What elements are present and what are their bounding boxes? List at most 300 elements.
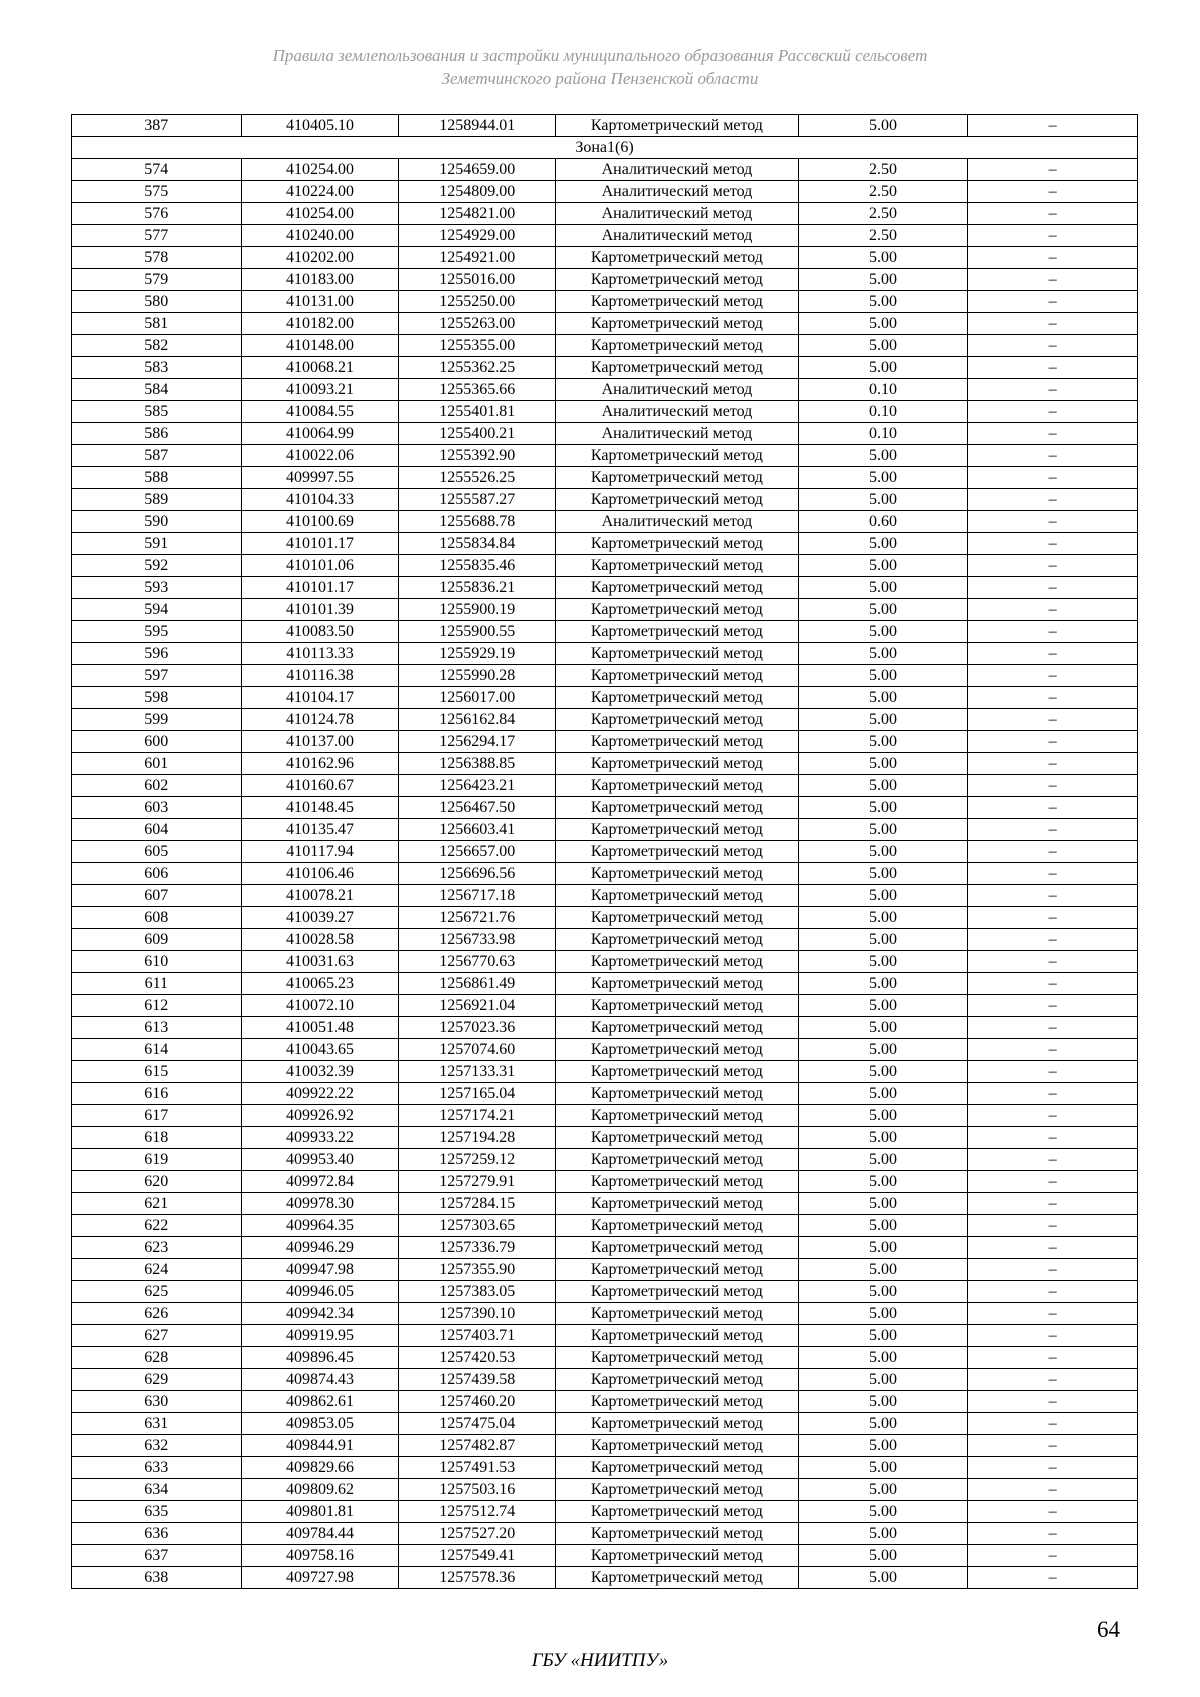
x-coordinate-cell: 410106.46: [241, 863, 399, 885]
x-coordinate-cell: 410084.55: [241, 401, 399, 423]
table-row: [72, 951, 1138, 973]
y-coordinate-cell: 1258944.01: [399, 115, 556, 137]
y-coordinate-cell: 1255016.00: [399, 269, 556, 291]
y-coordinate-cell: 1257403.71: [399, 1325, 556, 1347]
accuracy-cell: 5.00: [798, 1501, 968, 1523]
table-row: [72, 1369, 1138, 1391]
point-number-cell: 630: [72, 1391, 242, 1413]
point-number-cell: 620: [72, 1171, 242, 1193]
y-coordinate-cell: 1257174.21: [399, 1105, 556, 1127]
table-row: [72, 1193, 1138, 1215]
accuracy-cell: 5.00: [798, 1479, 968, 1501]
x-coordinate-cell: 409947.98: [241, 1259, 399, 1281]
note-cell: –: [968, 313, 1138, 335]
y-coordinate-cell: 1256388.85: [399, 753, 556, 775]
x-coordinate-cell: 410065.23: [241, 973, 399, 995]
accuracy-cell: 5.00: [798, 1215, 968, 1237]
table-row: [72, 1479, 1138, 1501]
table-row: [72, 665, 1138, 687]
y-coordinate-cell: 1257259.12: [399, 1149, 556, 1171]
method-cell: Картометрический метод: [556, 863, 799, 885]
y-coordinate-cell: 1255688.78: [399, 511, 556, 533]
note-cell: –: [968, 1501, 1138, 1523]
x-coordinate-cell: 409862.61: [241, 1391, 399, 1413]
accuracy-cell: 5.00: [798, 313, 968, 335]
y-coordinate-cell: 1257475.04: [399, 1413, 556, 1435]
accuracy-cell: 5.00: [798, 1391, 968, 1413]
y-coordinate-cell: 1257420.53: [399, 1347, 556, 1369]
note-cell: –: [968, 951, 1138, 973]
table-row: [72, 1039, 1138, 1061]
x-coordinate-cell: 410100.69: [241, 511, 399, 533]
note-cell: –: [968, 1237, 1138, 1259]
point-number-cell: 618: [72, 1127, 242, 1149]
x-coordinate-cell: 410068.21: [241, 357, 399, 379]
header-line-1: Правила землепользования и застройки муниципального образования Рассвский сельсовет: [272, 46, 928, 65]
y-coordinate-cell: 1256921.04: [399, 995, 556, 1017]
point-number-cell: 582: [72, 335, 242, 357]
table-row: [72, 379, 1138, 401]
accuracy-cell: 5.00: [798, 599, 968, 621]
note-cell: –: [968, 973, 1138, 995]
note-cell: –: [968, 863, 1138, 885]
point-number-cell: 635: [72, 1501, 242, 1523]
point-number-cell: 593: [72, 577, 242, 599]
method-cell: Картометрический метод: [556, 1435, 799, 1457]
x-coordinate-cell: 409946.05: [241, 1281, 399, 1303]
point-number-cell: 592: [72, 555, 242, 577]
x-coordinate-cell: 410117.94: [241, 841, 399, 863]
table-row: [72, 357, 1138, 379]
accuracy-cell: 5.00: [798, 1303, 968, 1325]
method-cell: Картометрический метод: [556, 1127, 799, 1149]
table-row: [72, 511, 1138, 533]
point-number-cell: 603: [72, 797, 242, 819]
accuracy-cell: 5.00: [798, 467, 968, 489]
coordinates-table: [71, 114, 1138, 1589]
table-row: [72, 687, 1138, 709]
x-coordinate-cell: 409997.55: [241, 467, 399, 489]
note-cell: –: [968, 797, 1138, 819]
method-cell: Картометрический метод: [556, 467, 799, 489]
note-cell: –: [968, 1413, 1138, 1435]
y-coordinate-cell: 1256770.63: [399, 951, 556, 973]
x-coordinate-cell: 410104.33: [241, 489, 399, 511]
note-cell: –: [968, 489, 1138, 511]
note-cell: –: [968, 159, 1138, 181]
point-number-cell: 604: [72, 819, 242, 841]
note-cell: –: [968, 995, 1138, 1017]
y-coordinate-cell: 1257549.41: [399, 1545, 556, 1567]
table-row: [72, 885, 1138, 907]
accuracy-cell: 5.00: [798, 445, 968, 467]
y-coordinate-cell: 1254821.00: [399, 203, 556, 225]
accuracy-cell: 2.50: [798, 225, 968, 247]
x-coordinate-cell: 409933.22: [241, 1127, 399, 1149]
y-coordinate-cell: 1255834.84: [399, 533, 556, 555]
method-cell: Картометрический метод: [556, 247, 799, 269]
zone-label: Зона1(6): [72, 137, 1138, 159]
x-coordinate-cell: 410148.00: [241, 335, 399, 357]
x-coordinate-cell: 410405.10: [241, 115, 399, 137]
accuracy-cell: 5.00: [798, 775, 968, 797]
accuracy-cell: 5.00: [798, 269, 968, 291]
note-cell: –: [968, 1435, 1138, 1457]
accuracy-cell: 5.00: [798, 1083, 968, 1105]
table-row: [72, 1083, 1138, 1105]
table-row: [72, 1127, 1138, 1149]
method-cell: Картометрический метод: [556, 1501, 799, 1523]
note-cell: –: [968, 291, 1138, 313]
x-coordinate-cell: 410083.50: [241, 621, 399, 643]
method-cell: Аналитический метод: [556, 159, 799, 181]
accuracy-cell: 5.00: [798, 1457, 968, 1479]
table-row: [72, 841, 1138, 863]
method-cell: Картометрический метод: [556, 1083, 799, 1105]
x-coordinate-cell: 409874.43: [241, 1369, 399, 1391]
accuracy-cell: 5.00: [798, 1413, 968, 1435]
method-cell: Аналитический метод: [556, 401, 799, 423]
table-row: [72, 1105, 1138, 1127]
point-number-cell: 636: [72, 1523, 242, 1545]
method-cell: Картометрический метод: [556, 643, 799, 665]
note-cell: –: [968, 445, 1138, 467]
method-cell: Картометрический метод: [556, 951, 799, 973]
note-cell: –: [968, 687, 1138, 709]
y-coordinate-cell: 1256423.21: [399, 775, 556, 797]
note-cell: –: [968, 555, 1138, 577]
point-number-cell: 613: [72, 1017, 242, 1039]
method-cell: Картометрический метод: [556, 709, 799, 731]
note-cell: –: [968, 599, 1138, 621]
note-cell: –: [968, 841, 1138, 863]
x-coordinate-cell: 410116.38: [241, 665, 399, 687]
x-coordinate-cell: 410148.45: [241, 797, 399, 819]
x-coordinate-cell: 409727.98: [241, 1567, 399, 1589]
y-coordinate-cell: 1255836.21: [399, 577, 556, 599]
accuracy-cell: 5.00: [798, 665, 968, 687]
method-cell: Картометрический метод: [556, 687, 799, 709]
method-cell: Картометрический метод: [556, 1523, 799, 1545]
x-coordinate-cell: 410072.10: [241, 995, 399, 1017]
x-coordinate-cell: 410162.96: [241, 753, 399, 775]
point-number-cell: 583: [72, 357, 242, 379]
method-cell: Картометрический метод: [556, 797, 799, 819]
method-cell: Картометрический метод: [556, 555, 799, 577]
y-coordinate-cell: 1255392.90: [399, 445, 556, 467]
note-cell: –: [968, 357, 1138, 379]
table-row: [72, 577, 1138, 599]
method-cell: Аналитический метод: [556, 203, 799, 225]
table-row: [72, 1347, 1138, 1369]
table-row: [72, 1457, 1138, 1479]
accuracy-cell: 5.00: [798, 335, 968, 357]
x-coordinate-cell: 409919.95: [241, 1325, 399, 1347]
y-coordinate-cell: 1257578.36: [399, 1567, 556, 1589]
table-row: [72, 709, 1138, 731]
note-cell: –: [968, 203, 1138, 225]
accuracy-cell: 0.60: [798, 511, 968, 533]
note-cell: –: [968, 247, 1138, 269]
accuracy-cell: 5.00: [798, 1127, 968, 1149]
table-row: [72, 1017, 1138, 1039]
y-coordinate-cell: 1255400.21: [399, 423, 556, 445]
point-number-cell: 581: [72, 313, 242, 335]
accuracy-cell: 5.00: [798, 577, 968, 599]
method-cell: Аналитический метод: [556, 225, 799, 247]
y-coordinate-cell: 1254809.00: [399, 181, 556, 203]
y-coordinate-cell: 1257383.05: [399, 1281, 556, 1303]
table-row: [72, 995, 1138, 1017]
table-row: [72, 203, 1138, 225]
x-coordinate-cell: 409946.29: [241, 1237, 399, 1259]
table-row: [72, 621, 1138, 643]
y-coordinate-cell: 1257527.20: [399, 1523, 556, 1545]
accuracy-cell: 5.00: [798, 951, 968, 973]
table-row: [72, 225, 1138, 247]
accuracy-cell: 5.00: [798, 1523, 968, 1545]
note-cell: –: [968, 819, 1138, 841]
point-number-cell: 623: [72, 1237, 242, 1259]
point-number-cell: 633: [72, 1457, 242, 1479]
note-cell: –: [968, 1061, 1138, 1083]
note-cell: –: [968, 181, 1138, 203]
method-cell: Картометрический метод: [556, 1347, 799, 1369]
method-cell: Картометрический метод: [556, 995, 799, 1017]
table-row: [72, 269, 1138, 291]
y-coordinate-cell: 1255929.19: [399, 643, 556, 665]
x-coordinate-cell: 409953.40: [241, 1149, 399, 1171]
y-coordinate-cell: 1257390.10: [399, 1303, 556, 1325]
method-cell: Картометрический метод: [556, 1039, 799, 1061]
table-row: [72, 401, 1138, 423]
y-coordinate-cell: 1255587.27: [399, 489, 556, 511]
table-row: [72, 775, 1138, 797]
note-cell: –: [968, 1149, 1138, 1171]
table-row: [72, 467, 1138, 489]
point-number-cell: 634: [72, 1479, 242, 1501]
method-cell: Картометрический метод: [556, 115, 799, 137]
header-line-2: Земетчинского района Пензенской области: [441, 69, 759, 88]
note-cell: –: [968, 401, 1138, 423]
y-coordinate-cell: 1254659.00: [399, 159, 556, 181]
note-cell: –: [968, 1215, 1138, 1237]
accuracy-cell: 5.00: [798, 709, 968, 731]
point-number-cell: 585: [72, 401, 242, 423]
method-cell: Картометрический метод: [556, 885, 799, 907]
accuracy-cell: 5.00: [798, 1039, 968, 1061]
x-coordinate-cell: 409844.91: [241, 1435, 399, 1457]
x-coordinate-cell: 410101.06: [241, 555, 399, 577]
table-row: [72, 797, 1138, 819]
method-cell: Картометрический метод: [556, 445, 799, 467]
method-cell: Картометрический метод: [556, 775, 799, 797]
point-number-cell: 574: [72, 159, 242, 181]
y-coordinate-cell: 1257303.65: [399, 1215, 556, 1237]
point-number-cell: 597: [72, 665, 242, 687]
x-coordinate-cell: 410028.58: [241, 929, 399, 951]
accuracy-cell: 5.00: [798, 115, 968, 137]
point-number-cell: 637: [72, 1545, 242, 1567]
note-cell: –: [968, 1567, 1138, 1589]
accuracy-cell: 5.00: [798, 1105, 968, 1127]
note-cell: –: [968, 1523, 1138, 1545]
y-coordinate-cell: 1255835.46: [399, 555, 556, 577]
point-number-cell: 586: [72, 423, 242, 445]
method-cell: Картометрический метод: [556, 1303, 799, 1325]
accuracy-cell: 5.00: [798, 929, 968, 951]
y-coordinate-cell: 1256721.76: [399, 907, 556, 929]
point-number-cell: 610: [72, 951, 242, 973]
accuracy-cell: 5.00: [798, 1545, 968, 1567]
method-cell: Картометрический метод: [556, 1061, 799, 1083]
y-coordinate-cell: 1257336.79: [399, 1237, 556, 1259]
y-coordinate-cell: 1256467.50: [399, 797, 556, 819]
accuracy-cell: 2.50: [798, 203, 968, 225]
page-header: [0, 44, 1200, 90]
point-number-cell: 601: [72, 753, 242, 775]
table-row: [72, 973, 1138, 995]
point-number-cell: 616: [72, 1083, 242, 1105]
note-cell: –: [968, 1303, 1138, 1325]
table-row: [72, 1237, 1138, 1259]
y-coordinate-cell: 1255250.00: [399, 291, 556, 313]
x-coordinate-cell: 409926.92: [241, 1105, 399, 1127]
x-coordinate-cell: 410135.47: [241, 819, 399, 841]
table-row: [72, 1281, 1138, 1303]
table-row: [72, 1061, 1138, 1083]
table-row: [72, 819, 1138, 841]
x-coordinate-cell: 410254.00: [241, 159, 399, 181]
method-cell: Картометрический метод: [556, 973, 799, 995]
method-cell: Картометрический метод: [556, 357, 799, 379]
y-coordinate-cell: 1256294.17: [399, 731, 556, 753]
point-number-cell: 576: [72, 203, 242, 225]
note-cell: –: [968, 1259, 1138, 1281]
y-coordinate-cell: 1257512.74: [399, 1501, 556, 1523]
point-number-cell: 626: [72, 1303, 242, 1325]
y-coordinate-cell: 1254921.00: [399, 247, 556, 269]
table-row: [72, 313, 1138, 335]
table-row: [72, 1149, 1138, 1171]
accuracy-cell: 5.00: [798, 1061, 968, 1083]
point-number-cell: 638: [72, 1567, 242, 1589]
method-cell: Картометрический метод: [556, 1545, 799, 1567]
table-row: [72, 929, 1138, 951]
note-cell: –: [968, 907, 1138, 929]
method-cell: Картометрический метод: [556, 1369, 799, 1391]
y-coordinate-cell: 1255990.28: [399, 665, 556, 687]
x-coordinate-cell: 410022.06: [241, 445, 399, 467]
note-cell: –: [968, 1083, 1138, 1105]
note-cell: –: [968, 467, 1138, 489]
table-row: [72, 863, 1138, 885]
x-coordinate-cell: 410131.00: [241, 291, 399, 313]
x-coordinate-cell: 410093.21: [241, 379, 399, 401]
method-cell: Картометрический метод: [556, 335, 799, 357]
note-cell: –: [968, 753, 1138, 775]
accuracy-cell: 5.00: [798, 885, 968, 907]
accuracy-cell: 5.00: [798, 1237, 968, 1259]
method-cell: Картометрический метод: [556, 533, 799, 555]
accuracy-cell: 0.10: [798, 401, 968, 423]
point-number-cell: 602: [72, 775, 242, 797]
table-row: [72, 1567, 1138, 1589]
accuracy-cell: 2.50: [798, 159, 968, 181]
y-coordinate-cell: 1257284.15: [399, 1193, 556, 1215]
point-number-cell: 579: [72, 269, 242, 291]
y-coordinate-cell: 1255900.19: [399, 599, 556, 621]
note-cell: –: [968, 335, 1138, 357]
point-number-cell: 595: [72, 621, 242, 643]
y-coordinate-cell: 1256717.18: [399, 885, 556, 907]
point-number-cell: 608: [72, 907, 242, 929]
y-coordinate-cell: 1257279.91: [399, 1171, 556, 1193]
x-coordinate-cell: 409829.66: [241, 1457, 399, 1479]
note-cell: –: [968, 665, 1138, 687]
y-coordinate-cell: 1256657.00: [399, 841, 556, 863]
table-row: [72, 423, 1138, 445]
accuracy-cell: 5.00: [798, 1347, 968, 1369]
method-cell: Аналитический метод: [556, 423, 799, 445]
y-coordinate-cell: 1256162.84: [399, 709, 556, 731]
x-coordinate-cell: 410101.17: [241, 533, 399, 555]
note-cell: –: [968, 225, 1138, 247]
x-coordinate-cell: 409758.16: [241, 1545, 399, 1567]
method-cell: Картометрический метод: [556, 621, 799, 643]
point-number-cell: 629: [72, 1369, 242, 1391]
y-coordinate-cell: 1256603.41: [399, 819, 556, 841]
y-coordinate-cell: 1257503.16: [399, 1479, 556, 1501]
point-number-cell: 614: [72, 1039, 242, 1061]
note-cell: –: [968, 423, 1138, 445]
y-coordinate-cell: 1257491.53: [399, 1457, 556, 1479]
x-coordinate-cell: 410137.00: [241, 731, 399, 753]
note-cell: –: [968, 1347, 1138, 1369]
table-row: [72, 753, 1138, 775]
accuracy-cell: 5.00: [798, 907, 968, 929]
method-cell: Картометрический метод: [556, 1567, 799, 1589]
method-cell: Картометрический метод: [556, 1259, 799, 1281]
x-coordinate-cell: 410064.99: [241, 423, 399, 445]
point-number-cell: 617: [72, 1105, 242, 1127]
accuracy-cell: 2.50: [798, 181, 968, 203]
x-coordinate-cell: 410051.48: [241, 1017, 399, 1039]
point-number-cell: 622: [72, 1215, 242, 1237]
x-coordinate-cell: 410160.67: [241, 775, 399, 797]
method-cell: Картометрический метод: [556, 1193, 799, 1215]
note-cell: –: [968, 1479, 1138, 1501]
point-number-cell: 609: [72, 929, 242, 951]
note-cell: –: [968, 885, 1138, 907]
accuracy-cell: 5.00: [798, 1193, 968, 1215]
x-coordinate-cell: 410101.39: [241, 599, 399, 621]
point-number-cell: 624: [72, 1259, 242, 1281]
table-row: [72, 1413, 1138, 1435]
table-row: [72, 907, 1138, 929]
y-coordinate-cell: 1257074.60: [399, 1039, 556, 1061]
accuracy-cell: 0.10: [798, 423, 968, 445]
point-number-cell: 627: [72, 1325, 242, 1347]
x-coordinate-cell: 410101.17: [241, 577, 399, 599]
note-cell: –: [968, 577, 1138, 599]
y-coordinate-cell: 1256861.49: [399, 973, 556, 995]
note-cell: –: [968, 775, 1138, 797]
note-cell: –: [968, 1171, 1138, 1193]
table-row: [72, 115, 1138, 137]
x-coordinate-cell: 409896.45: [241, 1347, 399, 1369]
y-coordinate-cell: 1256017.00: [399, 687, 556, 709]
